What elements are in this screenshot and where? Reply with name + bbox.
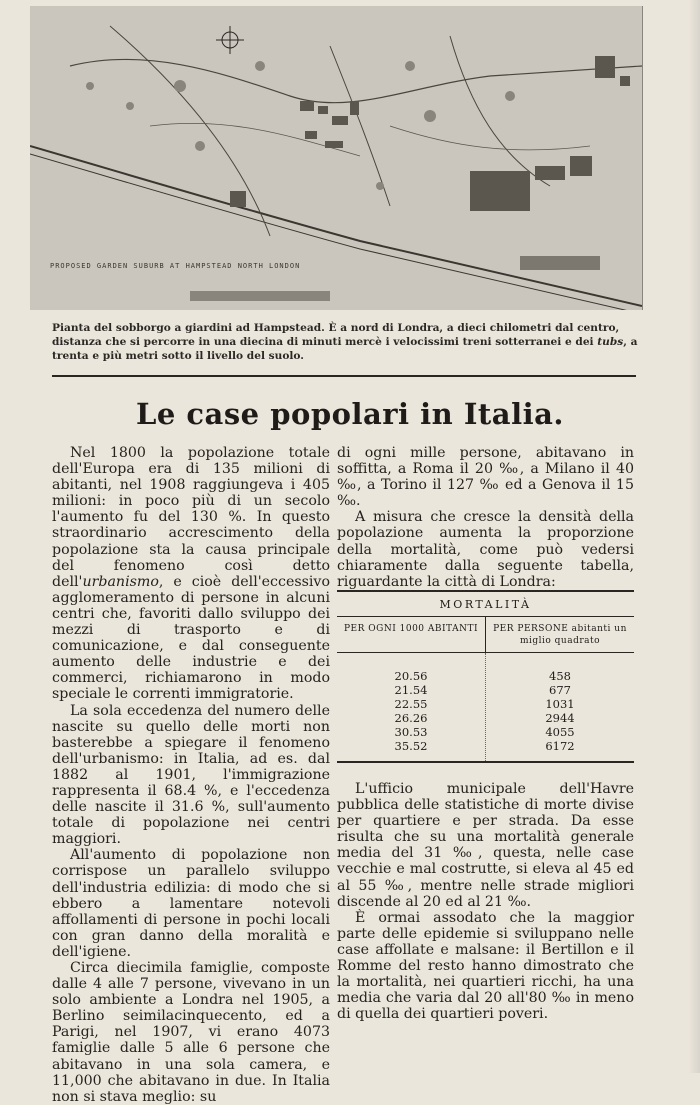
paragraph: di ogni mille persone, abitavano in soffitta, a Roma il 20 ‰, a Milano il 40 ‰, a Torino il 127 ‰ ed a Genova il 15 ‰.	[337, 445, 634, 510]
italic-term: urbanismo	[82, 573, 159, 590]
page-edge-shadow	[688, 0, 700, 1073]
table-cell: 2944	[545, 711, 575, 725]
table-bottom-rule	[337, 761, 634, 763]
table-cell: 21.54	[394, 683, 428, 697]
table-cell: 30.53	[394, 725, 428, 739]
paragraph: Circa diecimila famiglie, composte dalle 4 alle 7 persone, vivevano in un solo ambiente a Londra nel 1905, a Berlino seimilacinquecento, ed a Parigi, nel 1907, vi erano 4073 famiglie dalle 5 alle 6 persone che abitavano in una sola camera, e 11,000 che abitavano in due. In Italia non si stava meglio: su	[52, 960, 330, 1105]
paragraph-text: Nel 1800 la popolazione totale dell'Europa era di 135 milioni di abitanti, nel 1908 raggiungeva i 405 milioni: in poco più di un secolo l'aumento fu del 130 %. In questo straordinario accrescimento della popolazione sta la causa principale del fenomeno così detto dell'	[52, 445, 330, 590]
mortality-table	[337, 590, 634, 763]
paragraph-text: , e cioè dell'eccessivo agglomeramento di persone in alcuni centri che, favoriti dallo sviluppo dei mezzi di trasporto e di comunicazione, e dal conseguente aumento delle industrie e dei commerci, richiamarono in modo speciale le correnti immigratorie.	[52, 573, 330, 703]
figure-caption	[52, 322, 646, 363]
table-cell: 458	[549, 669, 571, 683]
left-column	[52, 445, 330, 1105]
right-column-top	[337, 445, 634, 590]
table-cell: 6172	[545, 739, 575, 753]
column-header: PER PERSONE abitanti un miglio quadrato	[493, 624, 627, 646]
column-header: PER OGNI 1000 ABITANTI	[337, 617, 486, 652]
paragraph: La sola eccedenza del numero delle nascite su quello delle morti non basterebbe a spiegare il fenomeno dell'urbanismo: in Italia, ad es. dal 1882 al 1901, l'immigrazione rappresenta il 68.4 %, e l'eccedenza delle nascite il 31.6 %, sull'aumento totale di popolazione nei centri maggiori.	[52, 702, 330, 848]
paragraph: A misura che cresce la densità della popolazione aumenta la proporzione della mortalità, come può vedersi chiaramente dalla seguente tabella, riguardante la città di Londra:	[337, 509, 634, 590]
map-figure	[30, 6, 643, 310]
caption-rule	[52, 375, 636, 377]
paragraph: L'ufficio municipale dell'Havre pubblica delle statistiche di morte divise per quartiere e per strada. Da esse risulta che su una mortalità generale media del 31 ‰, questa, nelle case vecchie e mal costrutte, si eleva al 45 ed al 55 ‰, mentre nelle strade migliori discende al 20 ed al 21 ‰.	[337, 781, 634, 910]
table-body	[337, 653, 634, 761]
table-cell: 22.55	[394, 697, 428, 711]
table-header	[337, 617, 634, 653]
table-cell: 677	[549, 683, 571, 697]
table-cell: 26.26	[394, 711, 428, 725]
paragraph: All'aumento di popolazione non corrispose un parallelo sviluppo dell'industria edilizia: di modo che si ebbero a lamentare notevoli affollamenti di persone in pochi locali con gran danno della moralità e dell'igiene.	[52, 847, 330, 960]
right-column-bottom	[337, 781, 634, 1022]
table-cell: 35.52	[394, 739, 428, 753]
table-title: MORTALITÀ	[439, 598, 532, 611]
caption-text: Pianta del sobborgo a giardini ad Hampstead. È a nord di Londra, a dieci chilometri dal centro, distanza che si percorre in una diecina di minuti mercè i velocissimi treni sotterranei e dei	[52, 322, 620, 348]
paragraph: È ormai assodato che la maggior parte delle epidemie si sviluppano nelle case affollate e malsane: il Bertillon e il Romme del resto hanno dimostrato che la mortalità, nei quartieri ricchi, ha una media che varia dal 20 all'80 ‰ in meno di quella dei quartieri poveri.	[337, 909, 634, 1023]
paragraph	[52, 445, 330, 703]
table-cell: 4055	[545, 725, 575, 739]
article-title: Le case popolari in Italia.	[135, 397, 565, 431]
table-cell: 20.56	[394, 669, 428, 683]
caption-text-tail: , a trenta e più metri sotto il livello del suolo.	[52, 335, 638, 362]
map-title: PROPOSED GARDEN SUBURB AT HAMPSTEAD NORTH LONDON	[50, 262, 301, 270]
table-column-rate	[337, 653, 486, 761]
table-column-density	[486, 653, 634, 761]
caption-italic-tubs: tubs	[597, 335, 624, 348]
table-cell: 1031	[545, 697, 575, 711]
